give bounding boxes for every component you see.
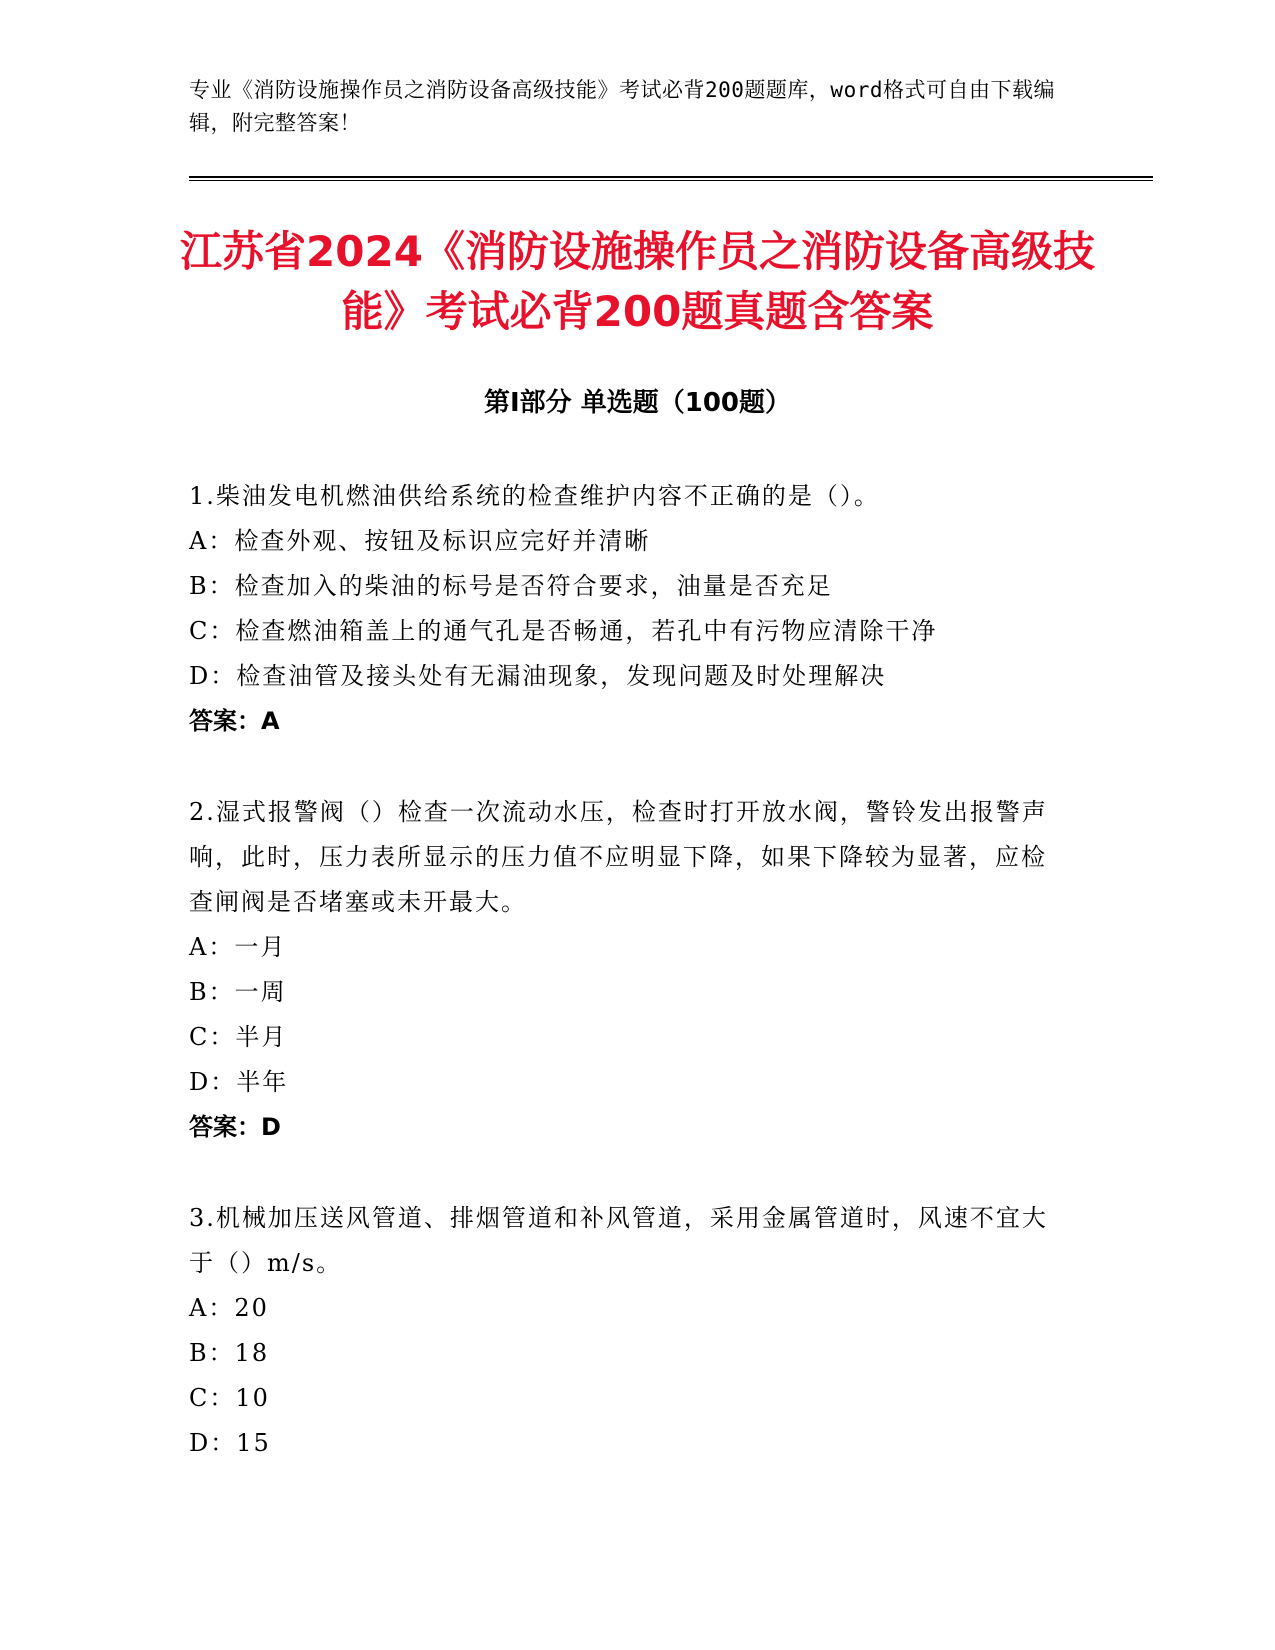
option-b: B：18 <box>189 1339 270 1367</box>
option-c: C：检查燃油箱盖上的通气孔是否畅通，若孔中有污物应清除干净 <box>189 617 938 645</box>
divider-thick-line <box>189 176 1153 178</box>
question-1 <box>189 474 1069 744</box>
option-b: B：一周 <box>189 978 287 1006</box>
option-d: D：15 <box>189 1429 271 1457</box>
question-3 <box>189 1196 1069 1466</box>
option-b: B：检查加入的柴油的标号是否符合要求，油量是否充足 <box>189 572 833 600</box>
option-c: C：10 <box>189 1384 270 1412</box>
option-d: D：检查油管及接头处有无漏油现象，发现问题及时处理解决 <box>189 662 887 690</box>
divider-thin-line <box>189 180 1153 181</box>
document-title: 江苏省2024《消防设施操作员之消防设备高级技能》考试必背200题真题含答案 <box>180 227 1095 336</box>
answer: 答案：A <box>189 707 280 735</box>
header-note: 专业《消防设施操作员之消防设备高级技能》考试必背200题题库，word格式可自由下载编辑，附完整答案！ <box>189 78 1055 135</box>
option-a: A：一月 <box>189 933 287 961</box>
question-text: 2.湿式报警阀（）检查一次流动水压，检查时打开放水阀，警铃发出报警声响，此时，压力表所显示的压力值不应明显下降，如果下降较为显著，应检查闸阀是否堵塞或未开最大。 <box>189 798 1048 916</box>
question-text: 1.柴油发电机燃油供给系统的检查维护内容不正确的是（）。 <box>189 482 880 510</box>
section-heading: 第I部分 单选题（100题） <box>484 388 791 418</box>
header-divider <box>189 176 1153 182</box>
question-2 <box>189 790 1069 1150</box>
question-text: 3.机械加压送风管道、排烟管道和补风管道，采用金属管道时，风速不宜大于（）m/s。 <box>189 1204 1048 1277</box>
option-a: A：检查外观、按钮及标识应完好并清晰 <box>189 527 651 555</box>
answer: 答案：D <box>189 1113 281 1141</box>
option-c: C：半月 <box>189 1023 288 1051</box>
option-d: D：半年 <box>189 1068 289 1096</box>
option-a: A：20 <box>189 1294 269 1322</box>
question-list <box>189 474 1069 1512</box>
